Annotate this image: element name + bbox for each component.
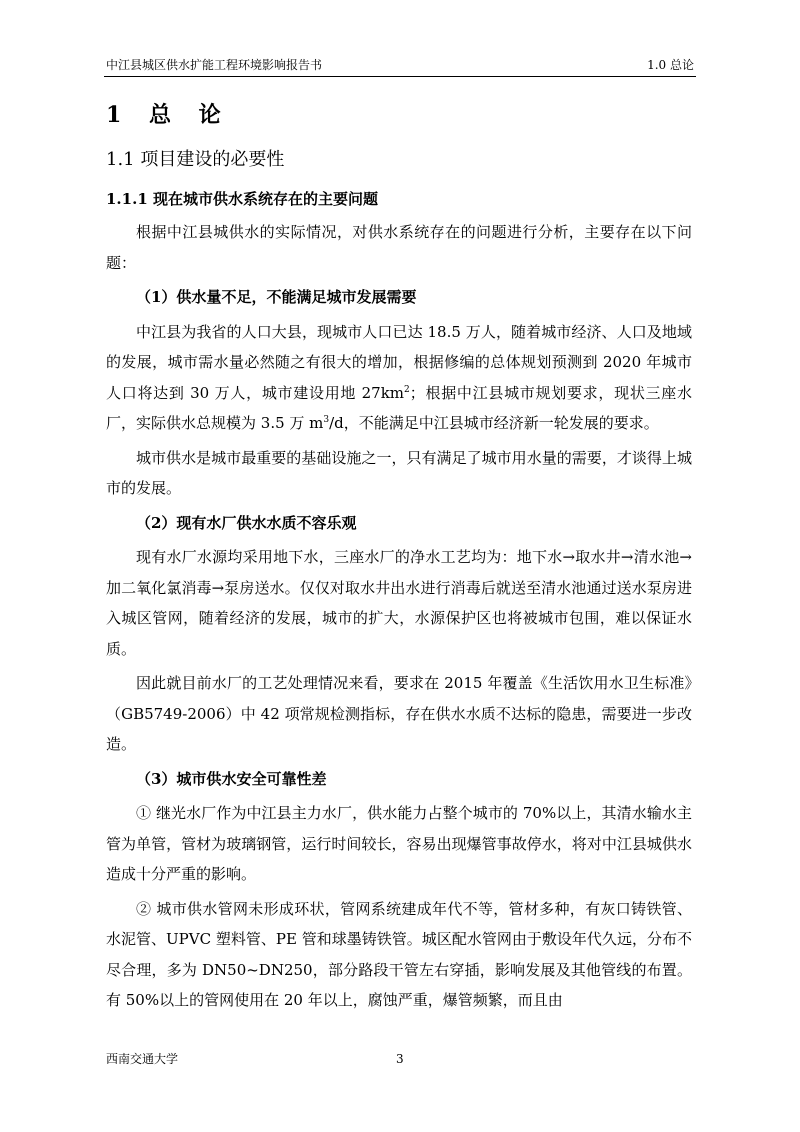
issue-heading-water-quality: （2）现有水厂供水水质不容乐观 — [136, 513, 357, 532]
document-body — [106, 217, 692, 1020]
section-title: 1.1 项目建设的必要性 — [106, 149, 285, 170]
paragraph-text-part: 中江县为我省的人口大县，现城市人口已达 18.5 万人，随着城市经济、人口及地域的发展，城市需水量必然随之有很大的增加，根据修编的总体规划预测到 2020 年城市人口将达到 30 万人，城市建设用地 27km — [106, 322, 692, 402]
header-document-title: 中江县城区供水扩能工程环境影响报告书 — [106, 58, 323, 72]
paragraph-treatment-process: 现有水厂水源均采用地下水，三座水厂的净水工艺均为：地下水→取水井→清水池→加二氧化氯消毒→泵房送水。仅仅对取水井出水进行消毒后就送至清水池通过送水泵房进入城区管网，随着经济的发展，城市的扩大，水源保护区也将被城市包围，难以保证水质。 — [106, 548, 692, 658]
superscript-squared: 2 — [404, 384, 410, 395]
paragraph-infrastructure: 城市供水是城市最重要的基础设施之一，只有满足了城市用水量的需要，才谈得上城市的发展。 — [106, 448, 692, 497]
paragraph-pipe-network: ② 城市供水管网未形成环状，管网系统建成年代不等，管材多种，有灰口铸铁管、水泥管、UPVC 塑料管、PE 管和球墨铸铁管。城区配水管网由于敷设年代久远，分布不尽合理，多为 DN50~DN250，部分路段干管左右穿插，影响发展及其他管线的布置。有 50%以上的管网使用在 20 年以上，腐蚀严重，爆管频繁，而且由 — [106, 899, 692, 1009]
paragraph-population-demand — [106, 317, 692, 439]
paragraph-text-part: /d，不能满足中江县城市经济新一轮发展的要求。 — [329, 414, 659, 432]
page-number: 3 — [396, 1052, 404, 1066]
header-divider — [104, 76, 696, 77]
intro-paragraph: 根据中江县城供水的实际情况，对供水系统存在的问题进行分析，主要存在以下问题： — [106, 223, 692, 272]
footer-institution: 西南交通大学 — [106, 1052, 179, 1066]
running-header — [106, 56, 694, 74]
issue-heading-reliability: （3）城市供水安全可靠性差 — [136, 769, 327, 788]
paragraph-main-plant: ① 继光水厂作为中江县主力水厂，供水能力占整个城市的 70%以上，其清水输水主管为单管，管材为玻璃钢管，运行时间较长，容易出现爆管事故停水，将对中江县城供水造成十分严重的影响。 — [106, 804, 692, 883]
subsection-title: 1.1.1 现在城市供水系统存在的主要问题 — [106, 190, 378, 208]
header-chapter-reference: 1.0 总论 — [647, 58, 694, 72]
superscript-cubed: 3 — [323, 415, 330, 425]
paragraph-standards: 因此就目前水厂的工艺处理情况来看，要求在 2015 年覆盖《生活饮用水卫生标准》（GB5749-2006）中 42 项常规检测指标，存在供水水质不达标的隐患，需要进一步改造。 — [106, 674, 692, 753]
paragraph-text-part: ；根据中江县城市规划要求，现状三座水厂，实际供水总规模为 3.5 万 m — [106, 383, 692, 432]
issue-heading-water-quantity: （1）供水量不足，不能满足城市发展需要 — [136, 288, 417, 306]
chapter-title: 1 总 论 — [106, 102, 231, 128]
